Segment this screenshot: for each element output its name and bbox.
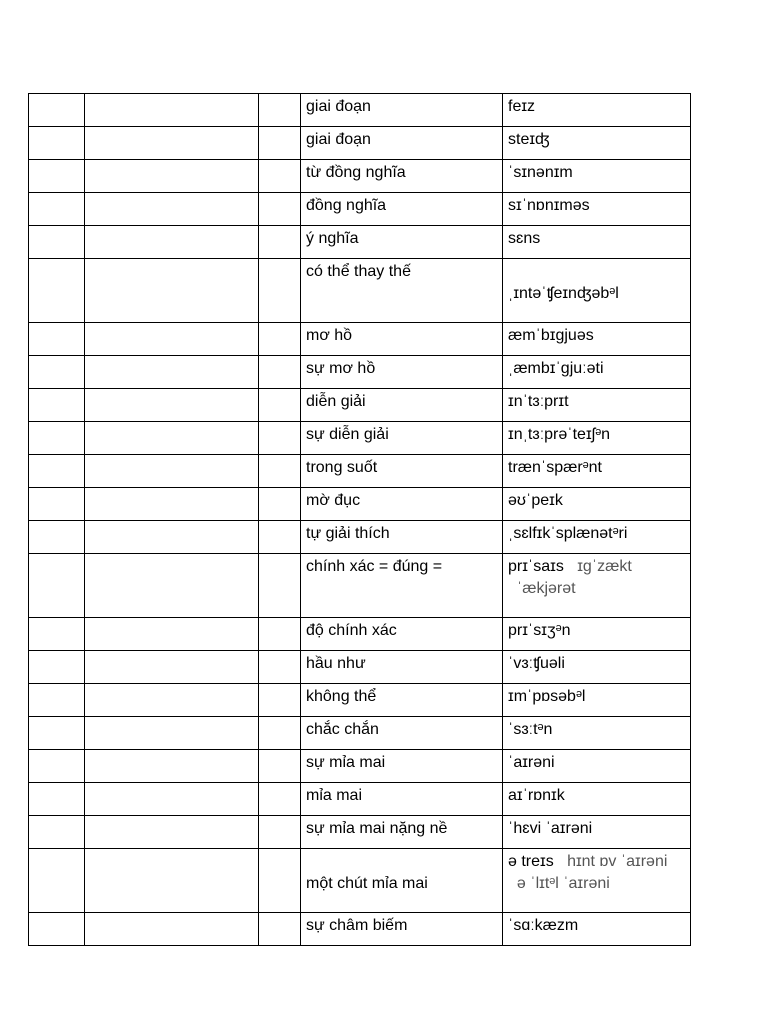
table-row [29, 913, 691, 946]
empty-cell-1 [29, 389, 85, 422]
empty-cell-2 [85, 684, 259, 717]
vietnamese-text: ý nghĩa [306, 230, 359, 247]
vietnamese-text: diễn giải [306, 393, 366, 410]
ipa-text: ˈsɪnənɪm [508, 164, 573, 181]
empty-cell-2 [85, 389, 259, 422]
table-row [29, 618, 691, 651]
empty-cell-2 [85, 193, 259, 226]
empty-cell-2 [85, 816, 259, 849]
ipa-text: ˈsɜːtᵊn [508, 721, 553, 738]
vietnamese-cell [301, 389, 503, 422]
ipa-text: prɪˈsaɪs [508, 558, 564, 575]
empty-cell-2 [85, 618, 259, 651]
empty-cell-3 [259, 389, 301, 422]
empty-cell-2 [85, 521, 259, 554]
vietnamese-text: trong suốt [306, 459, 378, 476]
ipa-text: trænˈspærᵊnt [508, 459, 602, 476]
table-row [29, 356, 691, 389]
empty-cell-1 [29, 356, 85, 389]
vietnamese-cell [301, 554, 503, 618]
table-row [29, 193, 691, 226]
ipa-cell [503, 323, 691, 356]
vietnamese-text: hầu như [306, 655, 366, 672]
empty-cell-3 [259, 323, 301, 356]
empty-cell-1 [29, 160, 85, 193]
table-row [29, 94, 691, 127]
ipa-text: ˈsɑːkæzm [508, 917, 579, 934]
ipa-cell [503, 127, 691, 160]
table-row [29, 455, 691, 488]
ipa-text: ɪnˈtɜːprɪt [508, 393, 569, 410]
ipa-cell [503, 554, 691, 618]
ipa-text-alt: ɪgˈzækt [577, 558, 632, 575]
vietnamese-text: một chút mỉa mai [306, 875, 428, 892]
table-row [29, 717, 691, 750]
table-row [29, 849, 691, 913]
ipa-cell [503, 816, 691, 849]
empty-cell-3 [259, 816, 301, 849]
empty-cell-3 [259, 618, 301, 651]
ipa-text: sɪˈnɒnɪməs [508, 197, 590, 214]
vietnamese-text: độ chính xác [306, 622, 397, 639]
ipa-cell [503, 259, 691, 323]
vietnamese-text: sự diễn giải [306, 426, 389, 443]
vietnamese-text: giai đoạn [306, 131, 371, 148]
empty-cell-3 [259, 226, 301, 259]
empty-cell-1 [29, 618, 85, 651]
empty-cell-3 [259, 554, 301, 618]
ipa-cell [503, 226, 691, 259]
table-row [29, 389, 691, 422]
ipa-text: prɪˈsɪʒᵊn [508, 622, 571, 639]
ipa-cell [503, 684, 691, 717]
empty-cell-2 [85, 259, 259, 323]
empty-cell-2 [85, 94, 259, 127]
empty-cell-3 [259, 193, 301, 226]
ipa-cell [503, 455, 691, 488]
vietnamese-text: từ đồng nghĩa [306, 164, 406, 181]
vietnamese-text: chính xác = đúng = [306, 558, 443, 575]
table-row [29, 422, 691, 455]
empty-cell-2 [85, 717, 259, 750]
vietnamese-cell [301, 913, 503, 946]
empty-cell-3 [259, 717, 301, 750]
ipa-text: sɛns [508, 230, 541, 247]
empty-cell-3 [259, 94, 301, 127]
vietnamese-cell [301, 94, 503, 127]
empty-cell-1 [29, 226, 85, 259]
vietnamese-cell [301, 226, 503, 259]
vietnamese-cell [301, 651, 503, 684]
ipa-cell [503, 618, 691, 651]
empty-cell-3 [259, 750, 301, 783]
ipa-text-line-2: ə ˈlɪtᵊl ˈaɪrəni [516, 875, 610, 892]
vietnamese-text: mờ đục [306, 492, 361, 509]
empty-cell-2 [85, 226, 259, 259]
vietnamese-cell [301, 618, 503, 651]
table-row [29, 554, 691, 618]
ipa-cell [503, 422, 691, 455]
ipa-text: steɪʤ [508, 131, 550, 148]
ipa-cell [503, 521, 691, 554]
empty-cell-3 [259, 356, 301, 389]
empty-cell-3 [259, 127, 301, 160]
ipa-cell [503, 849, 691, 913]
ipa-cell [503, 488, 691, 521]
empty-cell-1 [29, 259, 85, 323]
empty-cell-1 [29, 422, 85, 455]
vietnamese-text: sự mỉa mai [306, 754, 386, 771]
vietnamese-cell [301, 750, 503, 783]
vietnamese-cell [301, 422, 503, 455]
vocab-body [29, 94, 691, 946]
ipa-cell [503, 651, 691, 684]
vietnamese-text: mơ hồ [306, 327, 353, 344]
table-row [29, 226, 691, 259]
ipa-cell [503, 94, 691, 127]
ipa-text-alt: hɪnt ɒv ˈaɪrəni [567, 853, 668, 870]
vietnamese-text: đồng nghĩa [306, 197, 387, 214]
empty-cell-3 [259, 849, 301, 913]
ipa-cell [503, 717, 691, 750]
ipa-text: əʊˈpeɪk [508, 492, 563, 509]
empty-cell-1 [29, 554, 85, 618]
vietnamese-text: sự mơ hồ [306, 360, 376, 377]
vietnamese-cell [301, 193, 503, 226]
table-row [29, 783, 691, 816]
empty-cell-3 [259, 521, 301, 554]
empty-cell-1 [29, 127, 85, 160]
vietnamese-cell [301, 717, 503, 750]
table-row [29, 651, 691, 684]
empty-cell-2 [85, 160, 259, 193]
empty-cell-2 [85, 488, 259, 521]
empty-cell-3 [259, 913, 301, 946]
vietnamese-cell [301, 455, 503, 488]
empty-cell-1 [29, 717, 85, 750]
empty-cell-3 [259, 160, 301, 193]
empty-cell-1 [29, 455, 85, 488]
vietnamese-cell [301, 259, 503, 323]
empty-cell-1 [29, 193, 85, 226]
empty-cell-2 [85, 913, 259, 946]
empty-cell-2 [85, 849, 259, 913]
vietnamese-cell [301, 816, 503, 849]
empty-cell-1 [29, 913, 85, 946]
vietnamese-text: sự mỉa mai nặng nề [306, 820, 448, 837]
empty-cell-2 [85, 422, 259, 455]
ipa-text: ɪnˌtɜːprəˈteɪʃᵊn [508, 426, 611, 443]
vietnamese-cell [301, 849, 503, 913]
empty-cell-1 [29, 651, 85, 684]
ipa-text: ə treɪs [508, 853, 554, 870]
empty-cell-1 [29, 323, 85, 356]
ipa-cell [503, 389, 691, 422]
ipa-text-line-2: ˈækjərət [516, 580, 576, 597]
empty-cell-2 [85, 750, 259, 783]
empty-cell-2 [85, 323, 259, 356]
ipa-text: ˌsɛlfɪkˈsplænətᵊri [508, 525, 628, 542]
ipa-text: ˈhɛvi ˈaɪrəni [508, 820, 593, 837]
table-row [29, 521, 691, 554]
vietnamese-cell [301, 356, 503, 389]
vietnamese-cell [301, 783, 503, 816]
ipa-cell [503, 193, 691, 226]
empty-cell-2 [85, 651, 259, 684]
ipa-text-line-2: ˌɪntəˈʧeɪnʤəbᵊl [508, 285, 619, 302]
ipa-text: æmˈbɪgjuəs [508, 327, 594, 344]
vietnamese-text: chắc chắn [306, 721, 379, 738]
empty-cell-3 [259, 651, 301, 684]
empty-cell-2 [85, 783, 259, 816]
table-row [29, 816, 691, 849]
vietnamese-cell [301, 684, 503, 717]
ipa-text: feɪz [508, 98, 536, 115]
ipa-cell [503, 750, 691, 783]
empty-cell-1 [29, 750, 85, 783]
vietnamese-text: giai đoạn [306, 98, 371, 115]
empty-cell-1 [29, 816, 85, 849]
ipa-cell [503, 160, 691, 193]
vietnamese-text: tự giải thích [306, 525, 390, 542]
empty-cell-2 [85, 554, 259, 618]
empty-cell-3 [259, 684, 301, 717]
empty-cell-3 [259, 422, 301, 455]
table-row [29, 488, 691, 521]
table-row [29, 750, 691, 783]
table-row [29, 127, 691, 160]
vietnamese-cell [301, 127, 503, 160]
empty-cell-3 [259, 259, 301, 323]
empty-cell-1 [29, 849, 85, 913]
empty-cell-1 [29, 684, 85, 717]
vietnamese-text: có thể thay thế [306, 263, 411, 280]
vietnamese-cell [301, 488, 503, 521]
ipa-cell [503, 783, 691, 816]
ipa-text: ˈvɜːʧuəli [508, 655, 565, 672]
table-row [29, 160, 691, 193]
empty-cell-1 [29, 521, 85, 554]
empty-cell-1 [29, 488, 85, 521]
empty-cell-3 [259, 783, 301, 816]
vietnamese-cell [301, 521, 503, 554]
table-row [29, 684, 691, 717]
empty-cell-1 [29, 783, 85, 816]
vietnamese-cell [301, 160, 503, 193]
vietnamese-text: sự châm biếm [306, 917, 408, 934]
empty-cell-1 [29, 94, 85, 127]
empty-cell-2 [85, 455, 259, 488]
vietnamese-cell [301, 323, 503, 356]
table-row [29, 323, 691, 356]
empty-cell-2 [85, 127, 259, 160]
ipa-text: ˌæmbɪˈgjuːəti [508, 360, 604, 377]
ipa-text: ˈaɪrəni [508, 754, 555, 771]
ipa-cell [503, 913, 691, 946]
empty-cell-3 [259, 455, 301, 488]
empty-cell-3 [259, 488, 301, 521]
vocab-table [28, 93, 691, 946]
vietnamese-text: mỉa mai [306, 787, 363, 804]
ipa-cell [503, 356, 691, 389]
ipa-text: aɪˈrɒnɪk [508, 787, 565, 804]
table-row [29, 259, 691, 323]
empty-cell-2 [85, 356, 259, 389]
ipa-text: ɪmˈpɒsəbᵊl [508, 688, 586, 705]
vietnamese-text: không thể [306, 688, 377, 705]
